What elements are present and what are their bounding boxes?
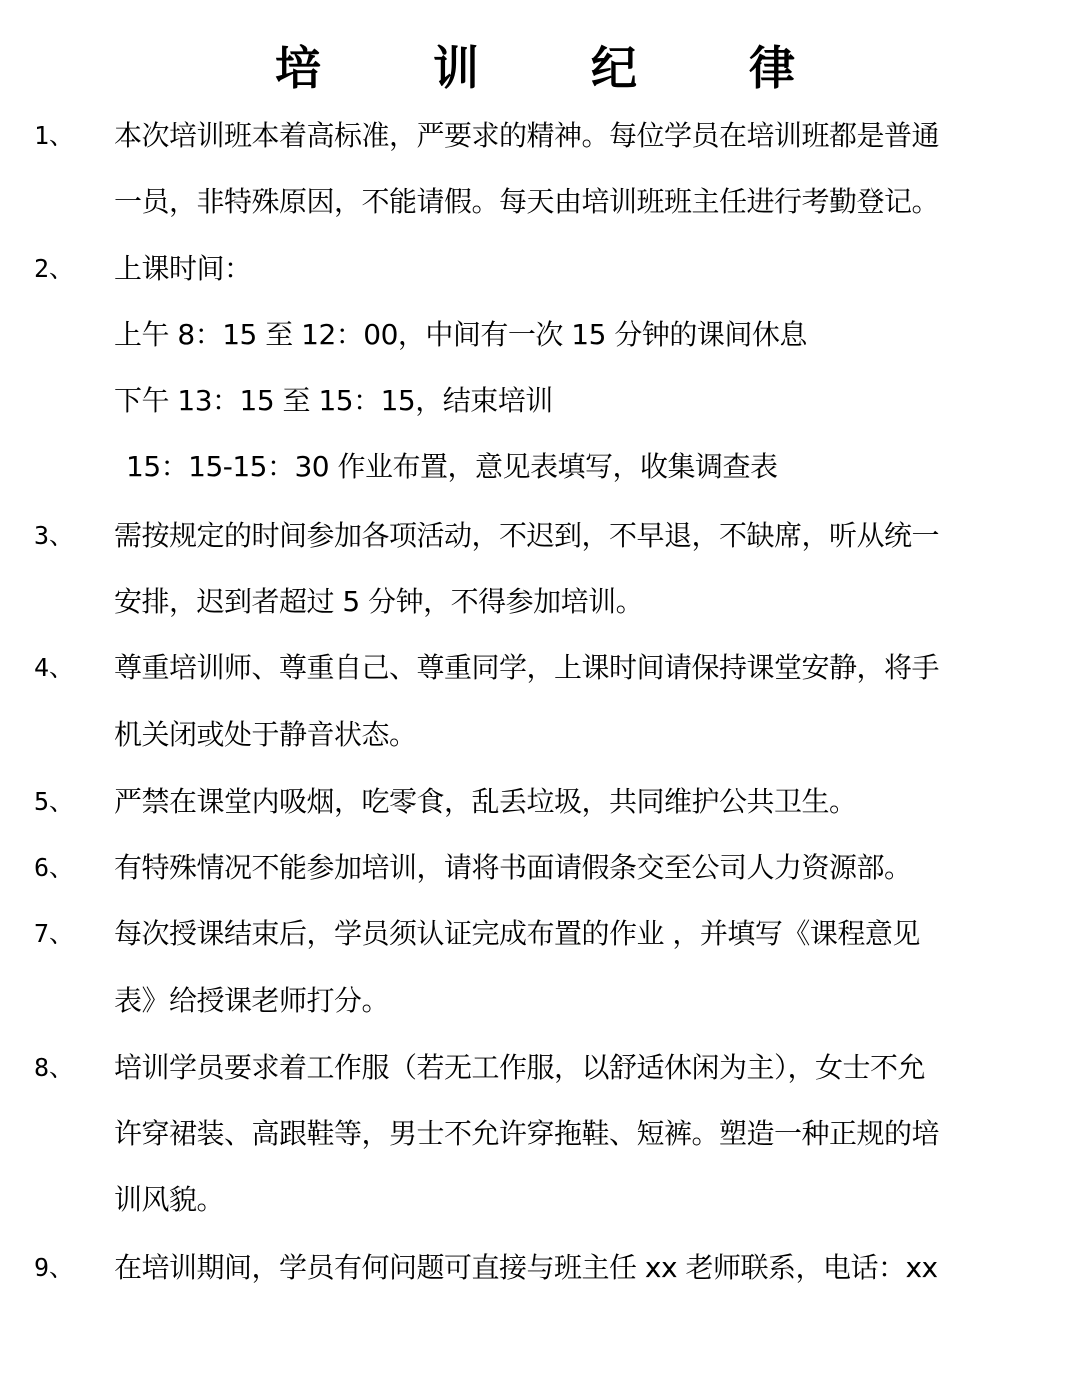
- item-text-line: 每次授课结束后，学员须认证完成布置的作业 ，并填写《课程意见: [114, 917, 920, 950]
- item-number: 4、: [34, 653, 75, 682]
- item-number: 7、: [34, 919, 75, 948]
- item-text-line: 上课时间：: [114, 252, 252, 285]
- item-text-line: 上午 8：15 至 12：00，中间有一次 15 分钟的课间休息: [114, 318, 807, 351]
- item-number: 3、: [34, 521, 75, 550]
- item-text-line: 本次培训班本着高标准，严要求的精神。每位学员在培训班都是普通: [114, 119, 940, 152]
- item-text-line: 许穿裙装、高跟鞋等，男士不允许穿拖鞋、短裤。塑造一种正规的培: [114, 1117, 940, 1150]
- item-number: 8、: [34, 1053, 75, 1082]
- item-number: 6、: [34, 853, 75, 882]
- item-text-line: 表》给授课老师打分。: [114, 984, 390, 1017]
- item-text-line: 15：15-15：30 作业布置，意见表填写，收集调查表: [126, 450, 778, 483]
- document-title: 培 训 纪 律: [274, 41, 844, 95]
- item-text-line: 在培训期间，学员有何问题可直接与班主任 xx 老师联系，电话：xx: [114, 1251, 938, 1284]
- item-text-line: 有特殊情况不能参加培训，请将书面请假条交至公司人力资源部。: [114, 851, 912, 884]
- item-number: 9、: [34, 1253, 75, 1282]
- item-number: 5、: [34, 787, 75, 816]
- item-text-line: 训风貌。: [114, 1183, 225, 1216]
- item-text-line: 培训学员要求着工作服（若无工作服，以舒适休闲为主），女士不允: [114, 1051, 926, 1084]
- item-text-line: 严禁在课堂内吸烟，吃零食，乱丢垃圾，共同维护公共卫生。: [114, 785, 857, 818]
- item-number: 1、: [34, 121, 75, 150]
- item-text-line: 一员，非特殊原因，不能请假。每天由培训班班主任进行考勤登记。: [114, 185, 940, 218]
- item-text-line: 机关闭或处于静音状态。: [114, 718, 417, 751]
- item-number: 2、: [34, 254, 75, 283]
- item-text-line: 尊重培训师、尊重自己、尊重同学，上课时间请保持课堂安静，将手: [114, 651, 940, 684]
- item-text-line: 下午 13：15 至 15：15，结束培训: [114, 384, 553, 417]
- item-text-line: 安排，迟到者超过 5 分钟，不得参加培训。: [114, 585, 644, 618]
- item-text-line: 需按规定的时间参加各项活动，不迟到，不早退，不缺席，听从统一: [114, 519, 940, 552]
